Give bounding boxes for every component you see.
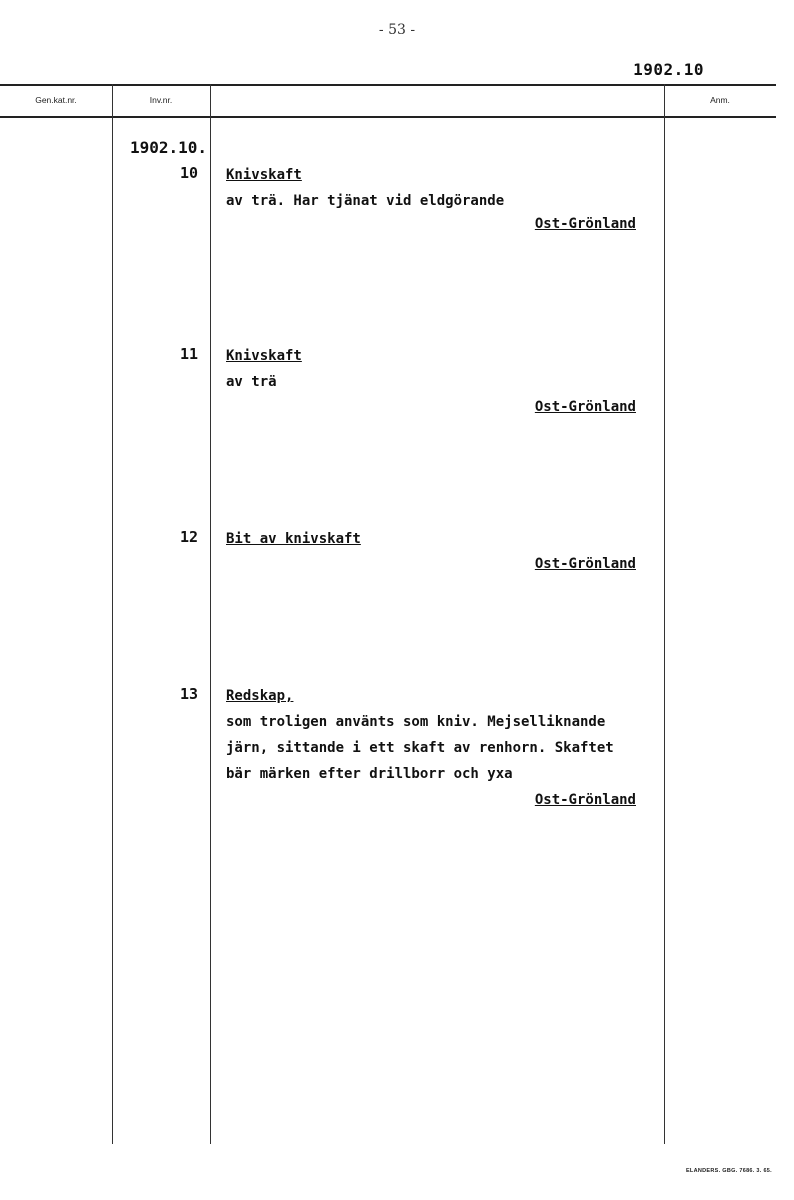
column-divider-3: [664, 84, 665, 1144]
entry-body: [226, 343, 666, 415]
entry-title: Knivskaft: [226, 348, 302, 364]
entry-title: Redskap,: [226, 688, 294, 704]
inventory-number: 13: [179, 685, 198, 703]
entry-line: bär märken efter drillborr och yxa: [226, 766, 513, 782]
printer-mark: ELANDERS. GBG. 7686. 3. 65.: [685, 1168, 772, 1174]
column-divider-2: [210, 84, 211, 1144]
header-rule: [0, 116, 776, 118]
entry-title: Knivskaft: [226, 167, 302, 183]
column-divider-1: [112, 84, 113, 1144]
column-header-gen-kat: Gen.kat.nr.: [35, 95, 77, 105]
entry-body: [226, 162, 666, 232]
entry-title: Bit av knivskaft: [226, 531, 361, 547]
inventory-number: 12: [179, 528, 198, 546]
entry-line: järn, sittande i ett skaft av renhorn. Skaftet: [226, 740, 614, 756]
inventory-number: 11: [179, 345, 198, 363]
column-header-inv: Inv.nr.: [149, 95, 173, 105]
page-number: - 53 -: [378, 22, 416, 38]
entry-region: Ost-Grönland: [534, 399, 636, 415]
entry-line: av trä. Har tjänat vid eldgörande: [226, 193, 505, 209]
entry-region: Ost-Grönland: [534, 216, 636, 232]
entry-region: Ost-Grönland: [534, 792, 636, 808]
entry-body: [226, 683, 666, 808]
column-header-anm: Anm.: [710, 95, 730, 105]
entry-region: Ost-Grönland: [534, 556, 636, 572]
entry-line: som troligen använts som kniv. Mejselliknande: [226, 714, 606, 730]
top-rule: [0, 84, 776, 86]
catalog-ref: 1902.10.: [130, 138, 208, 157]
entry-body: [226, 526, 666, 572]
inventory-number: 10: [179, 164, 198, 182]
corner-catalog-ref: 1902.10: [633, 60, 704, 79]
entry-line: av trä: [226, 374, 277, 390]
